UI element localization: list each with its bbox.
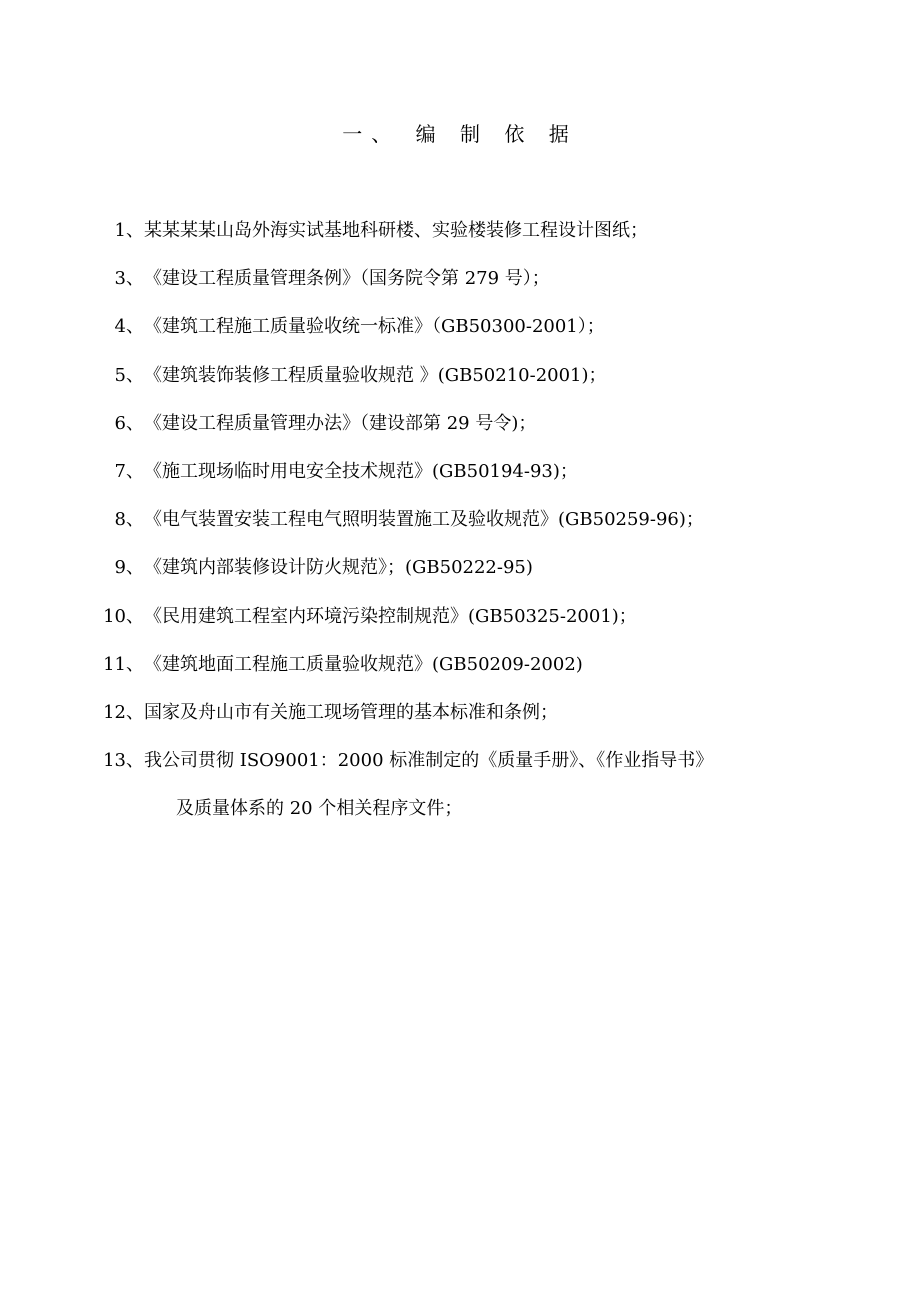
- item-number: 6、: [114, 412, 144, 434]
- list-item: [0, 551, 920, 599]
- item-text: 《建设工程质量管理办法》（建设部第 29 号令)；: [144, 412, 537, 434]
- basis-list: [0, 214, 920, 840]
- list-item: [0, 744, 920, 792]
- item-number: 8、: [114, 509, 144, 531]
- item-number: 13、: [103, 750, 144, 772]
- item-number: 5、: [114, 364, 144, 386]
- list-item: [0, 503, 920, 551]
- item-number: 9、: [114, 557, 144, 579]
- section-title: 一、 编 制 依 据: [342, 122, 578, 146]
- list-item: [0, 648, 920, 696]
- item-number: 10、: [103, 605, 144, 627]
- list-item: [0, 262, 920, 310]
- list-item: [0, 600, 920, 648]
- item-text: 《建筑地面工程施工质量验收规范》(GB50209-2002): [144, 653, 583, 675]
- list-item: [0, 696, 920, 744]
- item-text: 国家及舟山市有关施工现场管理的基本标准和条例；: [144, 701, 558, 723]
- item-number: 1、: [114, 220, 144, 241]
- item-text: 我公司贯彻 ISO9001：2000 标准制定的《质量手册》、《作业指导书》: [144, 750, 714, 772]
- item-number: 7、: [114, 460, 144, 482]
- item-number: 4、: [114, 316, 144, 338]
- item-text: 《建筑内部装修设计防火规范》；(GB50222-95): [144, 557, 533, 579]
- item-text: 《民用建筑工程室内环境污染控制规范》(GB50325-2001)；: [144, 605, 637, 627]
- item-text: 《建筑装饰装修工程质量验收规范 》(GB50210-2001)；: [144, 364, 607, 386]
- list-item: [0, 359, 920, 407]
- list-item: [0, 455, 920, 503]
- list-item: [0, 214, 920, 262]
- item-number: 12、: [103, 701, 144, 723]
- item-text: 《电气装置安装工程电气照明装置施工及验收规范》(GB50259-96)；: [144, 509, 704, 531]
- list-item: [0, 310, 920, 358]
- item-text: 某某某某山岛外海实试基地科研楼、实验楼装修工程设计图纸；: [144, 220, 648, 241]
- list-item-continuation: [0, 792, 920, 840]
- list-item: [0, 407, 920, 455]
- item-text: 《建筑工程施工质量验收统一标准》（GB50300-2001）；: [144, 316, 605, 338]
- item-number: 3、: [114, 268, 144, 290]
- item-text: 《施工现场临时用电安全技术规范》(GB50194-93)；: [144, 460, 578, 482]
- item-number: 11、: [103, 653, 144, 675]
- item-text: 《建设工程质量管理条例》（国务院令第 279 号）；: [144, 268, 550, 290]
- item-text: 及质量体系的 20 个相关程序文件；: [176, 798, 463, 820]
